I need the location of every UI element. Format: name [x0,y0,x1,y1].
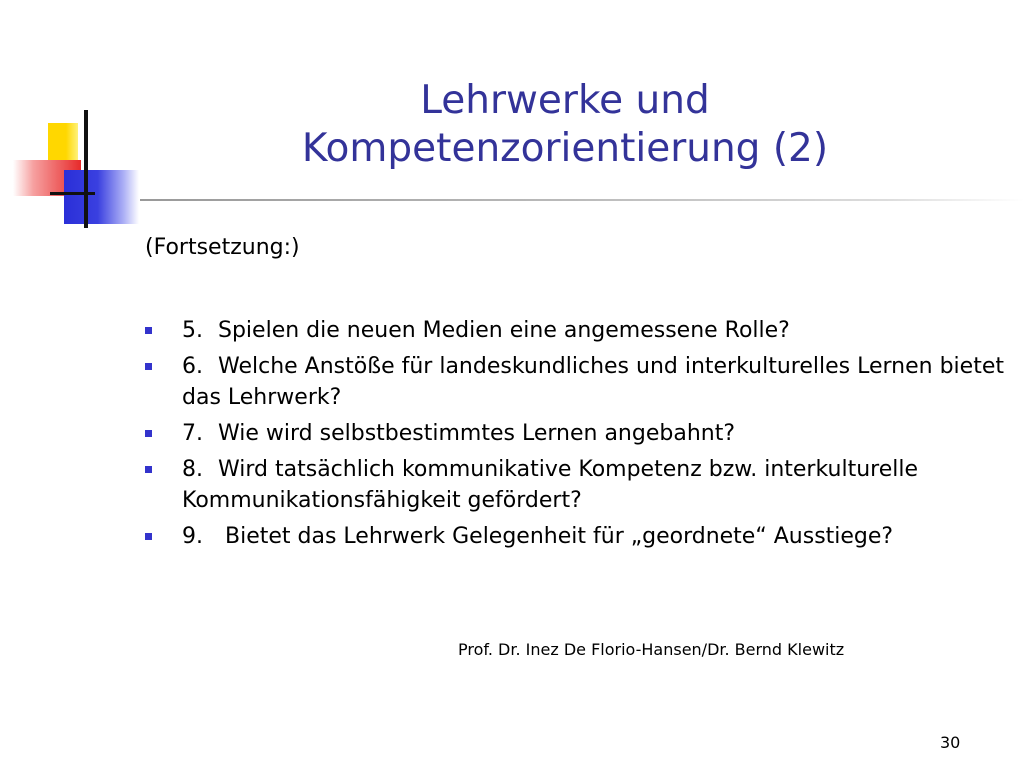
item-number: 9. [182,524,203,549]
square-bullet-icon [145,363,152,370]
item-number: 8. [182,457,203,482]
square-bullet-icon [145,466,152,473]
list-item [145,454,1005,516]
title-line-2: Kompetenzorientierung (2) [301,126,829,171]
footer-author: Prof. Dr. Inez De Florio-Hansen/Dr. Bernd Klewitz [458,640,845,659]
list-item [145,315,1005,346]
slide-title [200,77,930,173]
square-bullet-icon [145,430,152,437]
title-divider [140,199,1024,201]
item-text: Bietet das Lehrwerk Gelegenheit für „geordnete“ Ausstiege? [218,524,894,549]
item-text: Wie wird selbstbestimmtes Lernen angebahnt? [218,421,736,446]
item-text: Welche Anstöße für landeskundliches und interkulturelles Lernen bietet das Lehrwerk? [182,354,1004,410]
item-number: 6. [182,354,203,379]
square-bullet-icon [145,533,152,540]
bullet-list [145,315,1005,557]
page-number: 30 [940,733,961,752]
intro-text: (Fortsetzung:) [145,235,300,260]
deco-horizontal-line [50,192,95,195]
item-text: Wird tatsächlich kommunikative Kompetenz bzw. interkulturelle Kommunikationsfähigkeit gefördert? [182,457,919,513]
item-text: Spielen die neuen Medien eine angemessene Rolle? [218,318,790,343]
square-bullet-icon [145,327,152,334]
deco-vertical-line [84,110,88,228]
list-item [145,351,1005,413]
decorative-logo [0,0,160,240]
list-item [145,521,1005,552]
list-item [145,418,1005,449]
deco-blue-square [64,170,139,224]
title-line-1: Lehrwerke und [420,78,710,123]
item-number: 5. [182,318,203,343]
item-number: 7. [182,421,203,446]
